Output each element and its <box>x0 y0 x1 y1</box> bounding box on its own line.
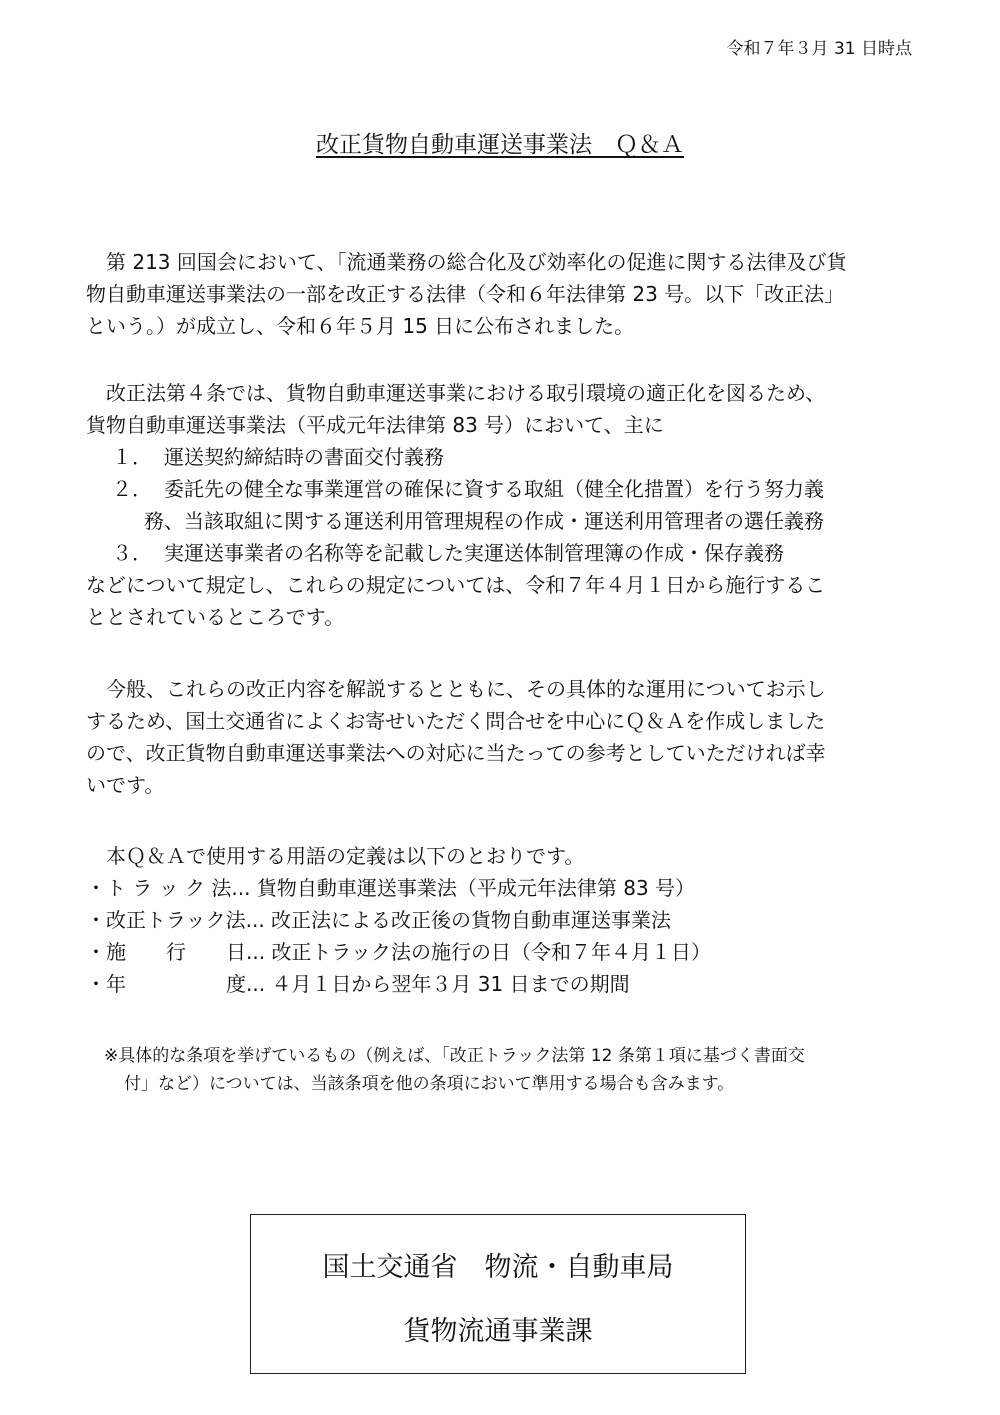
paragraph-line: ので、改正貨物自動車運送事業法への対応に当たっての参考としていただければ幸 <box>86 741 826 765</box>
definition-text: 改正トラック法の施行の日（令和７年４月１日） <box>271 940 712 964</box>
definition-text: 貨物自動車運送事業法（平成元年法律第 83 号） <box>256 876 696 900</box>
department-name: 国土交通省 物流・自動車局 <box>322 1252 674 1283</box>
definitions-section <box>86 840 914 1000</box>
footnote-line: 付」など）については、当該条項を他の条項において準用する場合も含みます。 <box>124 1074 735 1094</box>
definition-term: ・年 度... <box>86 972 266 996</box>
list-item-number: １． <box>112 445 152 469</box>
list-item-text: 委託先の健全な事業運営の確保に資する取組（健全化措置）を行う努力義 <box>164 477 824 501</box>
definition-item <box>86 904 914 936</box>
definitions-intro: 本Ｑ＆Ａで使用する用語の定義は以下のとおりです。 <box>106 844 585 868</box>
paragraph-line: するため、国土交通省によくお寄せいただく問合せを中心にＱ＆Ａを作成しました <box>86 709 826 733</box>
definition-item <box>86 968 914 1000</box>
list-item-number: ３． <box>112 541 152 565</box>
footnote-line: ※具体的な条項を挙げているもの（例えば、「改正トラック法第 12 条第１項に基づく書面交 <box>104 1046 805 1066</box>
footnote <box>104 1042 904 1098</box>
document-date: 令和７年３月 31 日時点 <box>726 39 912 59</box>
list-item-continuation: 務、当該取組に関する運送利用管理規程の作成・運送利用管理者の選任義務 <box>144 509 824 533</box>
document-title <box>0 130 1000 160</box>
definition-item <box>86 936 914 968</box>
department-box <box>250 1214 746 1374</box>
paragraph-intro <box>86 246 914 342</box>
paragraph-line: 貨物自動車運送事業法（平成元年法律第 83 号）において、主に <box>86 413 664 437</box>
list-item-number: ２． <box>112 477 152 501</box>
division-name: 貨物流通事業課 <box>403 1316 593 1347</box>
paragraph-line: などについて規定し、これらの規定については、令和７年４月１日から施行するこ <box>86 573 826 597</box>
paragraph-line: 第 213 回国会において、「流通業務の総合化及び効率化の促進に関する法律及び貨 <box>106 250 847 274</box>
paragraph-line: 今般、これらの改正内容を解説するとともに、その具体的な運用についてお示し <box>106 677 826 701</box>
definition-term: ・施 行 日... <box>86 940 266 964</box>
definition-term: ・ト ラ ッ ク 法... <box>86 876 251 900</box>
paragraph-line: 改正法第４条では、貨物自動車運送事業における取引環境の適正化を図るため、 <box>106 381 826 405</box>
list-item-text: 運送契約締結時の書面交付義務 <box>164 445 444 469</box>
definition-text: ４月１日から翌年３月 31 日までの期間 <box>271 972 630 996</box>
list-item <box>86 473 914 505</box>
list-item <box>86 441 914 473</box>
definition-item <box>86 872 914 904</box>
paragraph-purpose <box>86 673 914 801</box>
paragraph-amendment <box>86 377 914 633</box>
document-title-text: 改正貨物自動車運送事業法 Ｑ＆Ａ <box>316 132 684 158</box>
definition-term: ・改正トラック法... <box>86 908 265 932</box>
paragraph-line: いです。 <box>86 773 165 797</box>
list-item <box>86 537 914 569</box>
list-item-text: 実運送事業者の名称等を記載した実運送体制管理簿の作成・保存義務 <box>164 541 784 565</box>
definition-text: 改正法による改正後の貨物自動車運送事業法 <box>271 908 672 932</box>
paragraph-line: 物自動車運送事業法の一部を改正する法律（令和６年法律第 23 号。以下「改正法」 <box>86 282 845 306</box>
paragraph-line: ととされているところです。 <box>86 605 345 629</box>
paragraph-line: という。）が成立し、令和６年５月 15 日に公布されました。 <box>86 314 635 338</box>
